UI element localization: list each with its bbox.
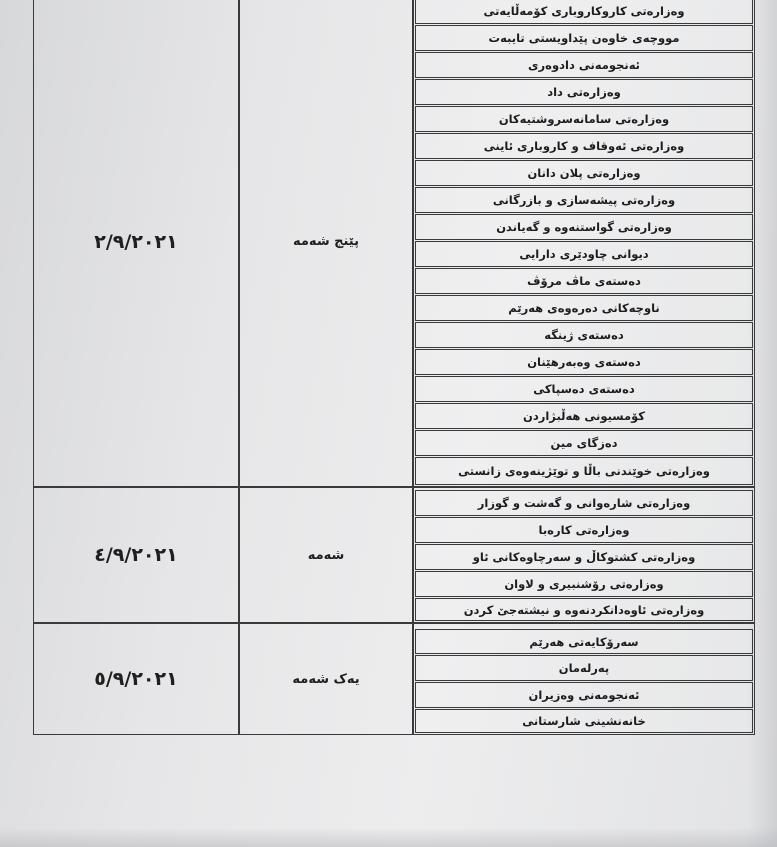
table-row: دەستەی دەسپاکی	[415, 376, 753, 402]
table-row: وەزارەتی کشتوکاڵ و سەرچاوەکانی ئاو	[415, 544, 753, 570]
table-row: ئەنجومەنی دادوەری	[415, 52, 753, 78]
table-row: وەزارەتی ئاوەدانکردنەوە و نیشتەجێ کردن	[415, 598, 753, 621]
table-row: پەرلەمان	[415, 655, 753, 681]
day-cell: شەمە	[239, 487, 413, 623]
table-row: وەزارەتی گواستنەوە و گەیاندن	[415, 214, 753, 240]
table-row: کۆمسیونی هەڵبژاردن	[415, 403, 753, 429]
table-row: وەزارەتی پیشەسازی و بازرگانی	[415, 187, 753, 213]
schedule-table	[33, 0, 755, 735]
day-cell: پێنج شەمە	[239, 0, 413, 487]
table-row: خانەنشینی شارستانی	[415, 709, 753, 733]
table-row: وەزارەتی ئەوقاف و کاروباری ئاینی	[415, 133, 753, 159]
table-row: دەستەی وەبەرهێنان	[415, 349, 753, 375]
table-row: سەرۆکایەتی هەرێم	[415, 629, 753, 654]
paper-bottom-shadow	[0, 827, 777, 847]
table-row: دەستەی ماڤ مرۆڤ	[415, 268, 753, 294]
table-row: وەزارەتی داد	[415, 79, 753, 105]
table-row: دیوانی چاودێری دارایی	[415, 241, 753, 267]
table-row: وەزارەتی کاروکاروباری کۆمەڵایەتی	[415, 0, 753, 24]
table-row: وەزارەتی رۆشنبیری و لاوان	[415, 571, 753, 597]
table-row: ئەنجومەنی وەزیران	[415, 682, 753, 708]
table-row: وەزارەتی پلان دانان	[415, 160, 753, 186]
date-cell: ٥/٩/٢٠٢١	[33, 623, 239, 735]
table-row: وەزارەتی خوێندنی باڵا و توێژینەوەی زانستی	[415, 457, 753, 485]
table-row: دەزگای مین	[415, 430, 753, 456]
table-row: وەزارەتی شارەوانی و گەشت و گوزار	[415, 490, 753, 516]
date-cell: ٢/٩/٢٠٢١	[33, 0, 239, 487]
table-row: وەزارەتی کارەبا	[415, 517, 753, 543]
date-cell: ٤/٩/٢٠٢١	[33, 487, 239, 623]
day-cell: یەک شەمە	[239, 623, 413, 735]
table-row: ناوچەکانی دەرەوەی هەرێم	[415, 295, 753, 321]
table-row: مووچەی خاوەن پێداویستی تایبەت	[415, 25, 753, 51]
table-row: دەستەی ژینگە	[415, 322, 753, 348]
table-row: وەزارەتی سامانەسروشتیەکان	[415, 106, 753, 132]
